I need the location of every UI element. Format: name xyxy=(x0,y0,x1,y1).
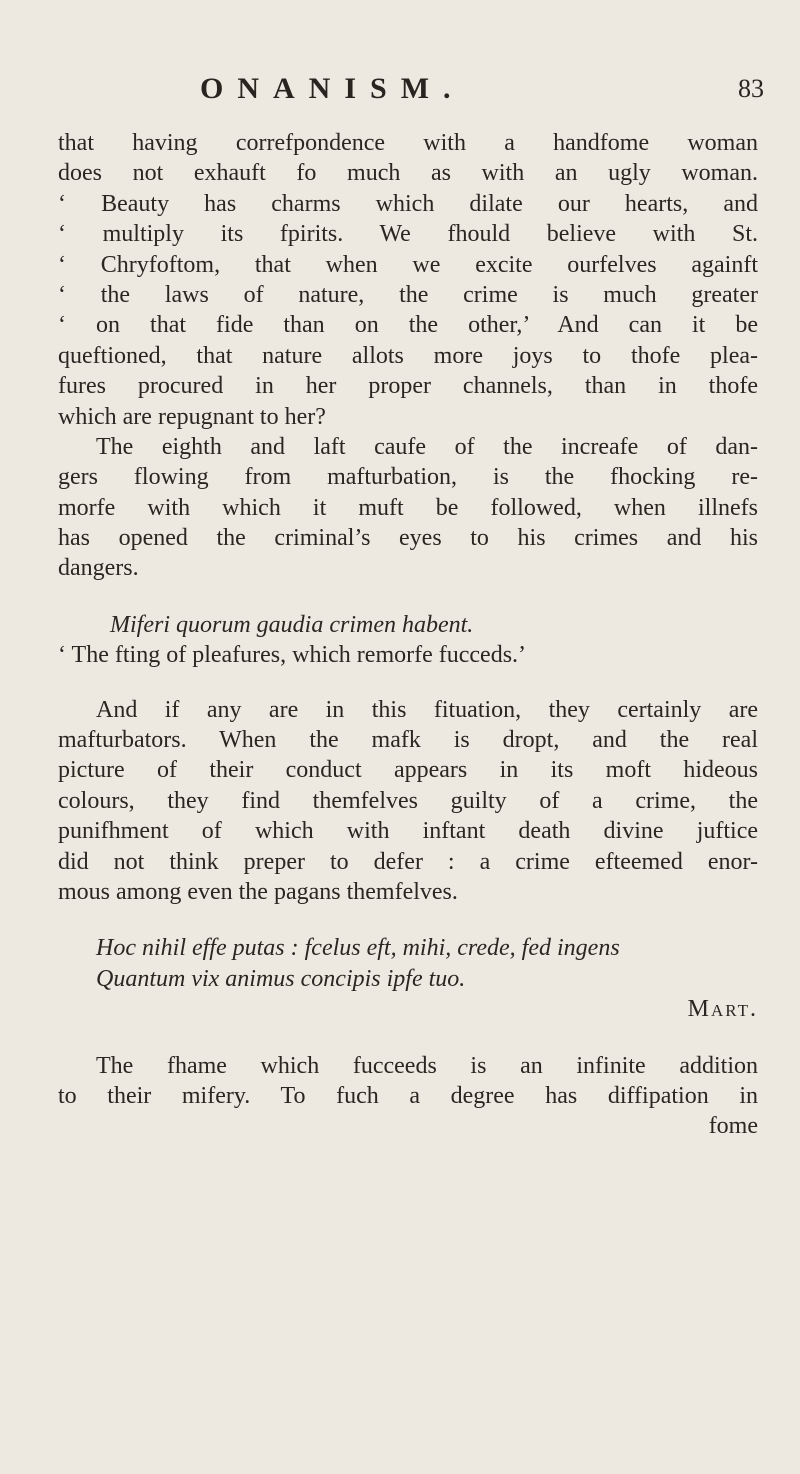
text-line: dangers. xyxy=(58,555,139,582)
text-line: colours, they find themfelves guilty of a crime, the xyxy=(58,787,758,814)
text-line: picture of their conduct appears in its moft hideous xyxy=(58,757,758,784)
latin-verse-line: Quantum vix animus concipis ipfe tuo. xyxy=(96,965,466,992)
text-line: ‘ the laws of nature, the crime is much greater xyxy=(58,281,758,308)
quote-1 xyxy=(58,610,758,671)
page-number: 83 xyxy=(738,74,764,103)
spacer xyxy=(58,907,758,933)
text-line: The fhame which fucceeds is an infinite addition xyxy=(96,1052,758,1079)
text-line: And if any are in this fituation, they certainly are xyxy=(96,696,758,723)
text-line: gers flowing from mafturbation, is the fhocking re- xyxy=(58,464,758,491)
catchword: fome xyxy=(708,1113,758,1140)
quote-2 xyxy=(58,933,758,1024)
text-line: queftioned, that nature allots more joys to thofe plea- xyxy=(58,342,758,369)
spacer xyxy=(58,671,758,695)
text-line: ‘ on that fide than on the other,’ And can it be xyxy=(58,312,758,339)
text-line: fures procured in her proper channels, than in thofe xyxy=(58,373,758,400)
latin-motto: Miferi quorum gaudia crimen habent. xyxy=(110,611,474,638)
motto-translation: ‘ The fting of pleafures, which remorfe fucceds.’ xyxy=(58,642,527,669)
text-line: does not exhauft fo much as with an ugly woman. xyxy=(58,160,758,187)
spacer xyxy=(58,584,758,610)
text-line: to their mifery. To fuch a degree has diffipation in xyxy=(58,1082,758,1109)
page-body xyxy=(58,128,758,1142)
text-line: did not think preper to defer : a crime efteemed enor- xyxy=(58,848,758,875)
verse-attribution: Mart. xyxy=(687,996,758,1023)
text-line: which are repugnant to her? xyxy=(58,403,326,430)
page-header xyxy=(0,72,800,112)
paragraph-4 xyxy=(58,1051,758,1142)
text-line: mous among even the pagans themfelves. xyxy=(58,878,458,905)
text-line: that having correfpondence with a handfome woman xyxy=(58,130,758,156)
text-line: ‘ multiply its fpirits. We fhould believe with St. xyxy=(58,221,758,248)
paragraph-2 xyxy=(58,432,758,584)
spacer xyxy=(58,1025,758,1051)
latin-verse-line: Hoc nihil effe putas : fcelus eft, mihi, crede, fed ingens xyxy=(96,935,620,962)
paragraph-1 xyxy=(58,128,758,432)
paragraph-3 xyxy=(58,695,758,908)
text-line: ‘ Chryfoftom, that when we excite ourfelves againft xyxy=(58,251,758,278)
text-line: has opened the criminal’s eyes to his crimes and his xyxy=(58,525,758,552)
text-line: punifhment of which with inftant death divine juftice xyxy=(58,818,758,845)
running-title: ONANISM. xyxy=(200,72,465,105)
text-line: The eighth and laft caufe of the increafe of dan- xyxy=(96,433,758,460)
text-line: mafturbators. When the mafk is dropt, and the real xyxy=(58,727,758,754)
text-line: ‘ Beauty has charms which dilate our hearts, and xyxy=(58,190,758,217)
text-line: morfe with which it muft be followed, when illnefs xyxy=(58,494,758,521)
